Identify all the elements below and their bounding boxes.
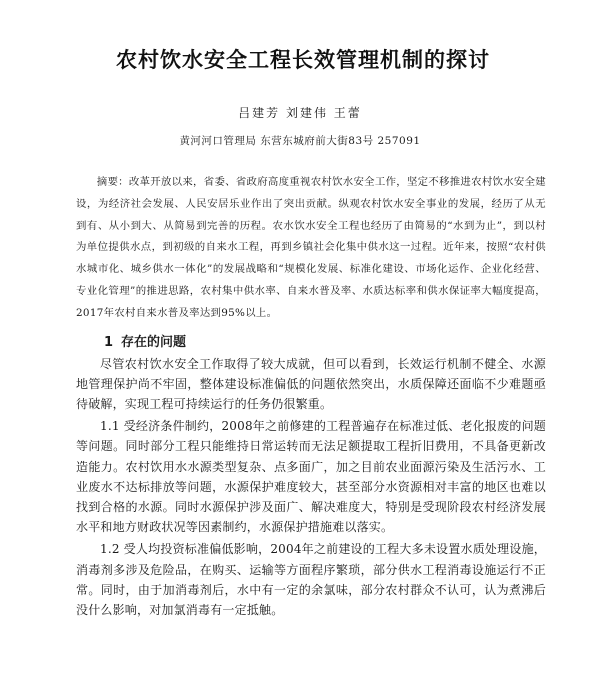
section-number: 1 xyxy=(104,334,114,350)
paper-title: 农村饮水安全工程长效管理机制的探讨 xyxy=(116,48,490,72)
body-paragraph: 尽管农村饮水安全工作取得了较大成就，但可以看到，长效运行机制不健全、水源地管理保护尚不牢固，整体建设标准偏低的问题依然突出，水质保障还面临不少难题亟待破解，实现工程可持续运行的任务仍很繁重。 xyxy=(76,356,546,411)
body-paragraph: 1.1 受经济条件制约，2008年之前修建的工程普遍存在标准过低、老化报废的问题等问题。同时部分工程只能维持日常运转而无法足额提取工程折旧费用，不具备更新改造能力。农村饮用水水源类型复杂、点多面广，加之目前农业面源污染及生活污水、工业废水不达标排放等问题，水源保护难度较大，甚至部分水资源相对丰富的地区也难以找到合格的水源。同时水源保护涉及面广、解决难度大，特别是受现阶段农村经济发展水平和地方财政状况等因素制约，水源保护措施难以落实。 xyxy=(76,419,546,535)
paper-affiliation: 黄河河口管理局 东营东城府前大街83号 257091 xyxy=(179,135,421,147)
section-heading xyxy=(104,331,546,350)
paper-authors: 吕建芳 刘建伟 王蕾 xyxy=(238,106,362,120)
body-paragraph: 1.2 受人均投资标准偏低影响，2004年之前建设的工程大多未设置水质处理设施，消毒剂多涉及危险品，在购买、运输等方面程序繁琐，部分供水工程消毒设施运行不正常。同时，由于加消毒剂后，水中有一定的余氯味，部分农村群众不认可，认为煮沸后没什么影响，对加氯消毒有一定抵触。 xyxy=(76,542,546,618)
section-title: 存在的问题 xyxy=(121,334,187,350)
paper-abstract: 摘要：改革开放以来，省委、省政府高度重视农村饮水安全工作，坚定不移推进农村饮水安全建设，为经济社会发展、人民安居乐业作出了突出贡献。纵观农村饮水安全事业的发展，经历了从无到有、从小到大、从简易到完善的历程。农水饮水安全工程也经历了由简易的“水到为止”，到以村为单位提供水点，到初级的自来水工程，再到乡镇社会化集中供水这一过程。近年来，按照“农村供水城市化、城乡供水一体化”的发展战略和“规模化发展、标准化建设、市场化运作、企业化经营、专业化管理”的推进思路，农村集中供水率、自来水普及率、水质达标率和供水保证率大幅度提高，2017年农村自来水普及率达到95%以上。 xyxy=(76,176,546,319)
